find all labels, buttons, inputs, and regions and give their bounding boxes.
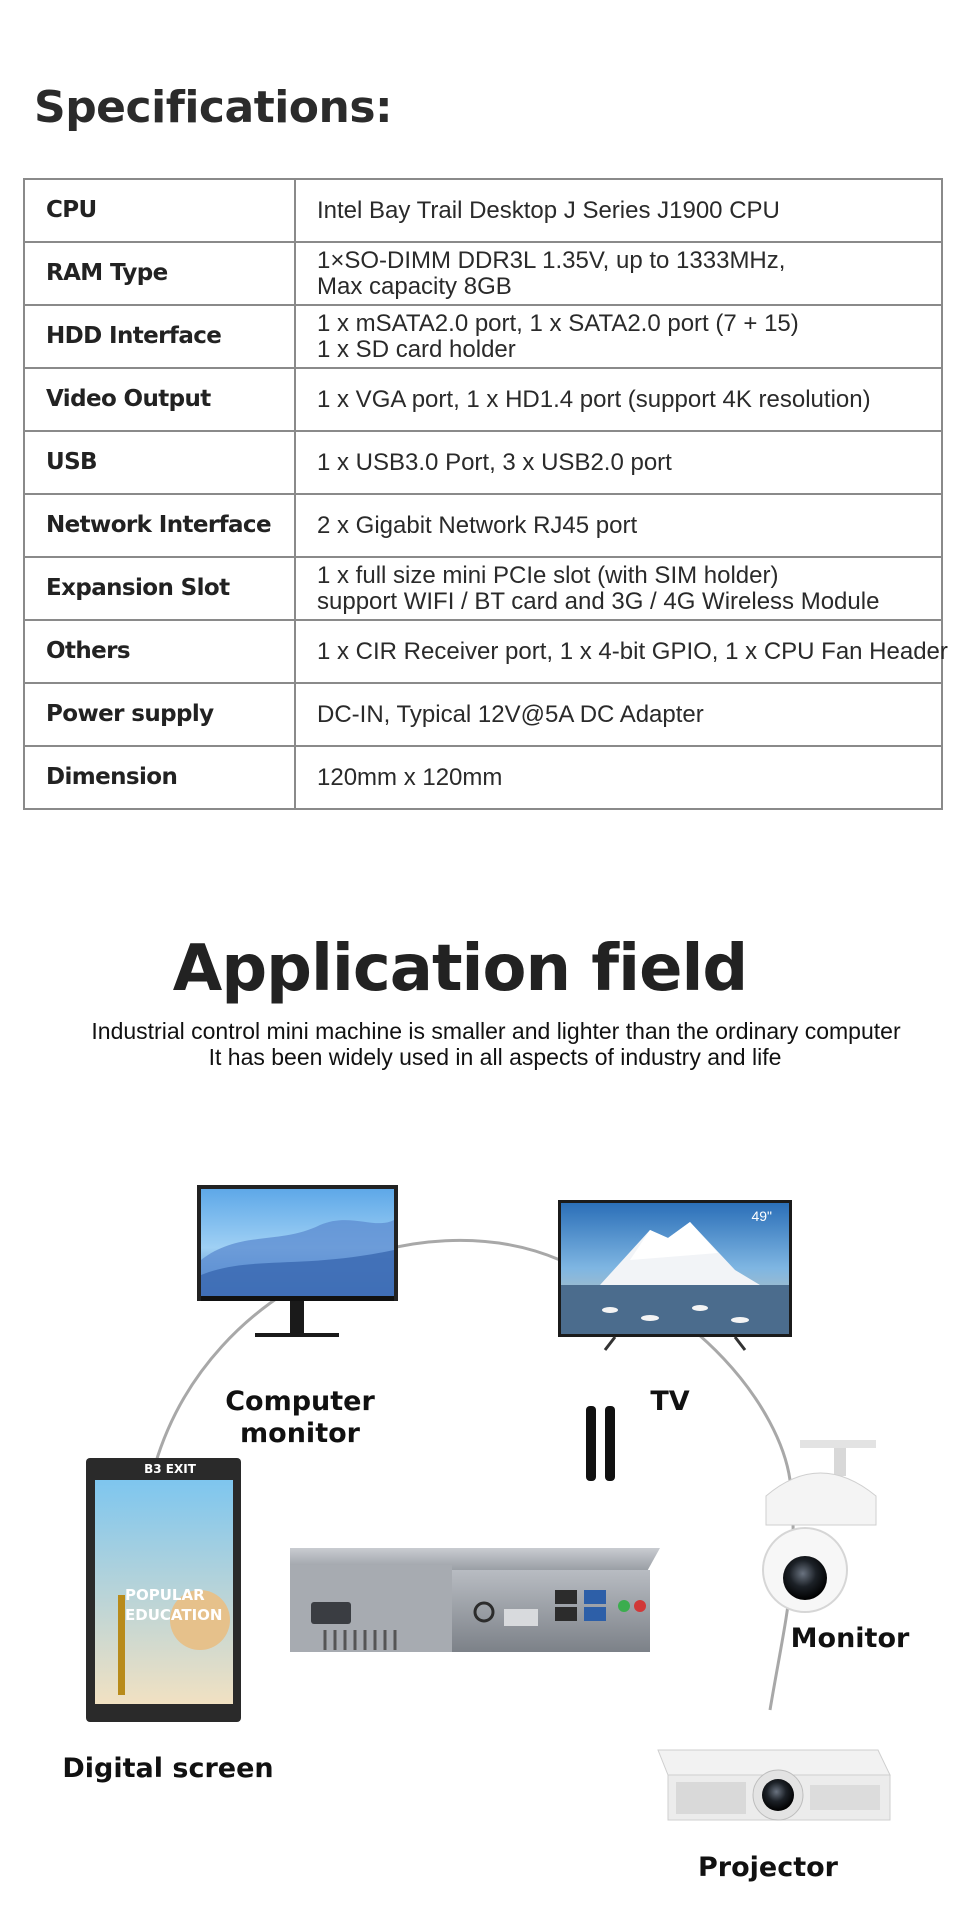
spec-value — [295, 494, 942, 557]
spec-value-line: 1 x VGA port, 1 x HD1.4 port (support 4K resolution) — [317, 385, 871, 413]
spec-row — [24, 368, 942, 431]
application-field-title: Application field — [172, 932, 748, 1006]
spec-label: HDD Interface — [24, 305, 295, 368]
signage-top-text: B3 EXIT — [144, 1462, 196, 1476]
application-subtitle-line2: It has been widely used in all aspects of industry and life — [208, 1044, 782, 1070]
spec-value-line: 1 x CIR Receiver port, 1 x 4-bit GPIO, 1 x CPU Fan Header — [317, 637, 948, 665]
spec-label: Expansion Slot — [24, 557, 295, 620]
spec-label: Others — [24, 620, 295, 683]
spec-row — [24, 557, 942, 620]
caption-projector: Projector — [698, 1852, 838, 1883]
specifications-table — [23, 178, 948, 810]
spec-value-line: Intel Bay Trail Desktop J Series J1900 CPU — [317, 196, 780, 224]
spec-label: Dimension — [24, 746, 295, 809]
spec-value — [295, 305, 942, 368]
spec-value-line: Max capacity 8GB — [317, 272, 512, 300]
spec-value-line: 1 x mSATA2.0 port, 1 x SATA2.0 port (7 + 15) — [317, 310, 799, 338]
spec-value — [295, 557, 942, 620]
spec-value-line: DC-IN, Typical 12V@5A DC Adapter — [317, 700, 704, 728]
spec-label: Video Output — [24, 368, 295, 431]
spec-row — [24, 179, 942, 242]
spec-label: Power supply — [24, 683, 295, 746]
spec-row — [24, 431, 942, 494]
spec-value-line: 120mm x 120mm — [317, 763, 503, 791]
spec-label: USB — [24, 431, 295, 494]
security-camera-icon — [763, 1440, 876, 1612]
spec-value-line: 2 x Gigabit Network RJ45 port — [317, 511, 638, 539]
spec-label: RAM Type — [24, 242, 295, 305]
tv-badge: 49" — [751, 1208, 772, 1224]
spec-value-line: 1 x full size mini PCIe slot (with SIM holder) — [317, 562, 779, 590]
computer-monitor-icon — [197, 1185, 398, 1337]
spec-value — [295, 242, 942, 305]
spec-value — [295, 746, 942, 809]
projector-icon — [658, 1750, 890, 1820]
spec-value-line: support WIFI / BT card and 3G / 4G Wireless Module — [317, 587, 880, 615]
digital-screen-icon — [86, 1458, 241, 1722]
spec-value-line: 1 x USB3.0 Port, 3 x USB2.0 port — [317, 448, 672, 476]
spec-value — [295, 179, 942, 242]
caption-computer-monitor-line2: monitor — [240, 1418, 360, 1450]
caption-tv: TV — [650, 1386, 690, 1417]
spec-row — [24, 305, 942, 368]
signage-line1: POPULAR — [125, 1586, 205, 1604]
signage-line2: EDUCATION — [125, 1606, 223, 1624]
spec-label: Network Interface — [24, 494, 295, 557]
spec-value-line: 1×SO-DIMM DDR3L 1.35V, up to 1333MHz, — [317, 247, 786, 275]
tv-icon — [558, 1200, 792, 1350]
spec-value-line: 1 x SD card holder — [317, 335, 516, 363]
spec-value — [295, 431, 942, 494]
caption-digital-screen: Digital screen — [62, 1753, 274, 1784]
spec-label: CPU — [24, 179, 295, 242]
caption-monitor: Monitor — [790, 1623, 910, 1654]
spec-value — [295, 620, 948, 683]
spec-row — [24, 620, 942, 683]
spec-row — [24, 242, 942, 305]
spec-row — [24, 683, 942, 746]
spec-row — [24, 494, 942, 557]
caption-computer-monitor — [220, 1386, 380, 1451]
application-illustration — [0, 1150, 970, 1919]
spec-row — [24, 746, 942, 809]
caption-computer-monitor-line1: Computer — [225, 1386, 375, 1417]
spec-value — [295, 368, 942, 431]
application-diagram — [0, 1150, 970, 1919]
spec-value — [295, 683, 942, 746]
specifications-title: Specifications: — [34, 82, 393, 133]
application-subtitle-line1: Industrial control mini machine is smaller and lighter than the ordinary computer — [91, 1018, 901, 1044]
